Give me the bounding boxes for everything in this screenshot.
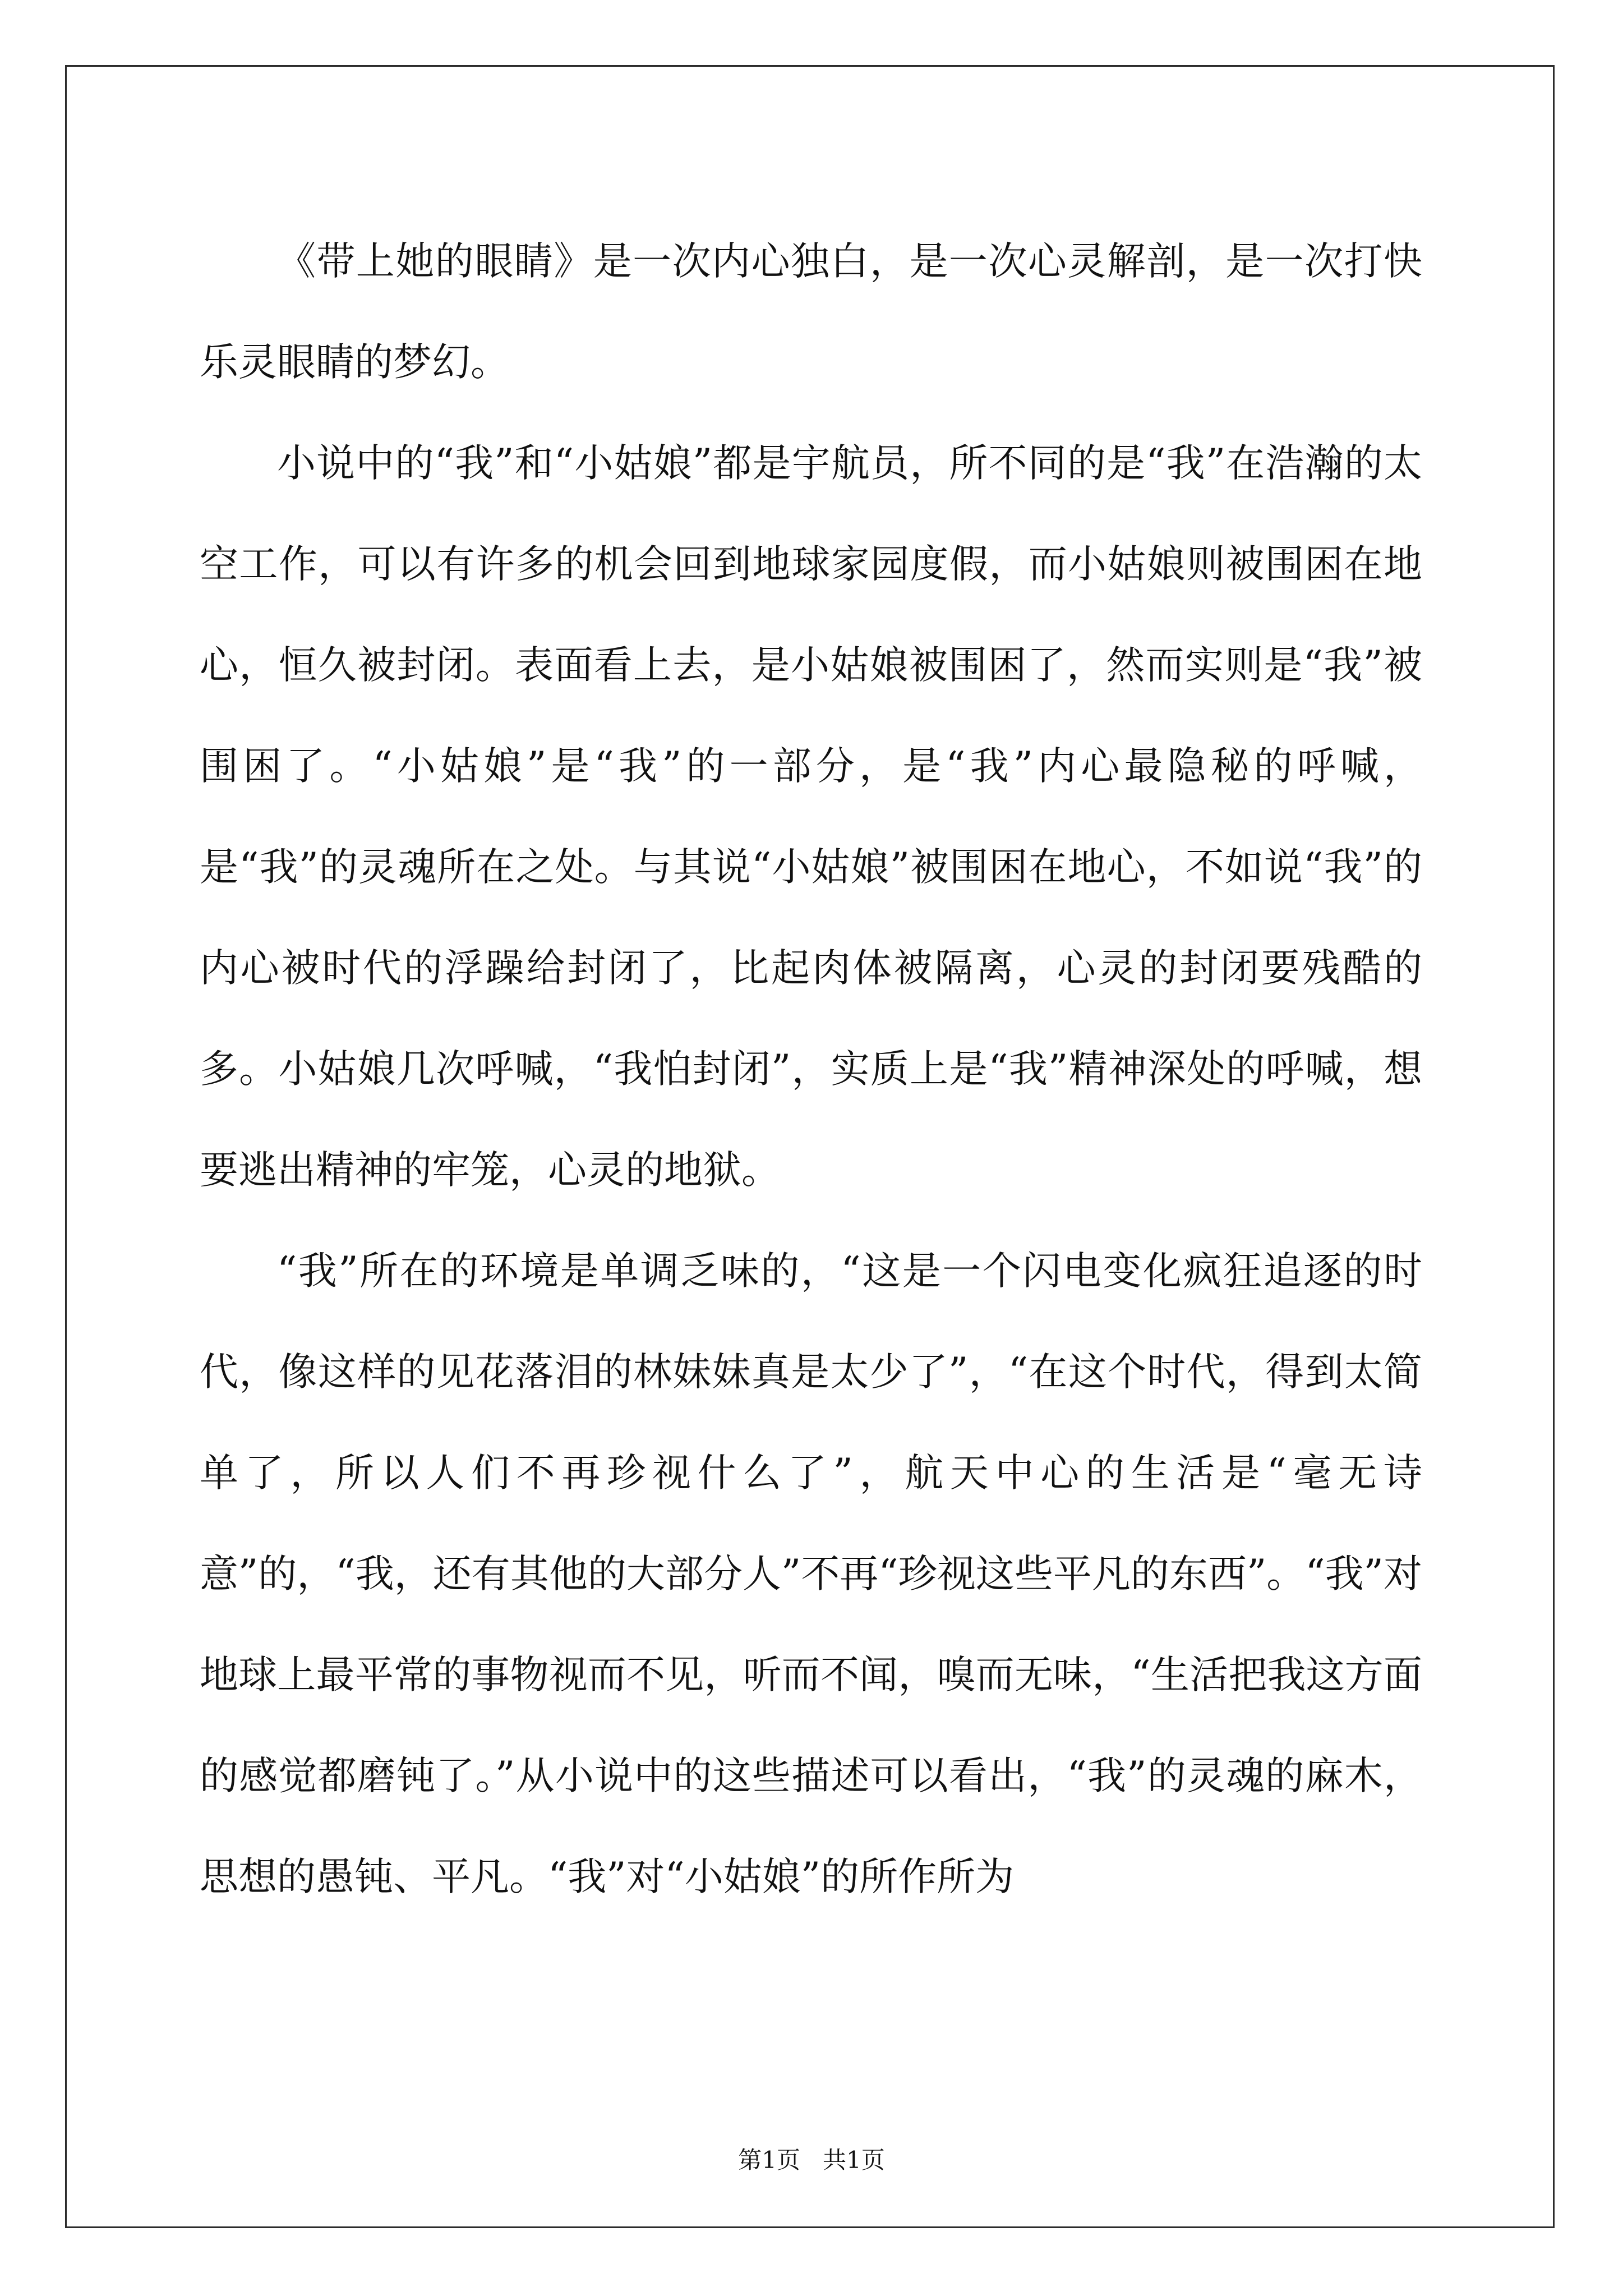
page-footer: 第1页 共1页 — [738, 2146, 885, 2174]
paragraph-1: 《带上她的眼睛》是一次内心独白，是一次心灵解剖，是一次打快乐灵眼睛的梦幻。 — [200, 239, 1422, 385]
document-body — [200, 211, 1422, 1927]
paragraph-2: 小说中的“我”和“小姑娘”都是宇航员，所不同的是“我”在浩瀚的太空工作，可以有许多的机会回到地球家园度假，而小姑娘则被围困在地心，恒久被封闭。表面看上去，是小姑娘被围困了，然而实则是“我”被围困了。“小姑娘”是“我”的一部分，是“我”内心最隐秘的呼喊，是“我”的灵魂所在之处。与其说“小姑娘”被围困在地心，不如说“我”的内心被时代的浮躁给封闭了，比起肉体被隔离，心灵的封闭要残酷的多。小姑娘几次呼喊，“我怕封闭”，实质上是“我”精神深处的呼喊，想要逃出精神的牢笼，心灵的地狱。 — [200, 441, 1422, 1193]
paragraph-3: “我”所在的环境是单调乏味的，“这是一个闪电变化疯狂追逐的时代，像这样的见花落泪的林妹妹真是太少了”，“在这个时代，得到太简单了，所以人们不再珍视什么了”，航天中心的生活是“毫无诗意”的，“我，还有其他的大部分人”不再“珍视这些平凡的东西”。“我”对地球上最平常的事物视而不见，听而不闻，嗅而无味，“生活把我这方面的感觉都磨钝了。”从小说中的这些描述可以看出，“我”的灵魂的麻木，思想的愚钝、平凡。“我”对“小姑娘”的所作所为 — [200, 1249, 1422, 1899]
